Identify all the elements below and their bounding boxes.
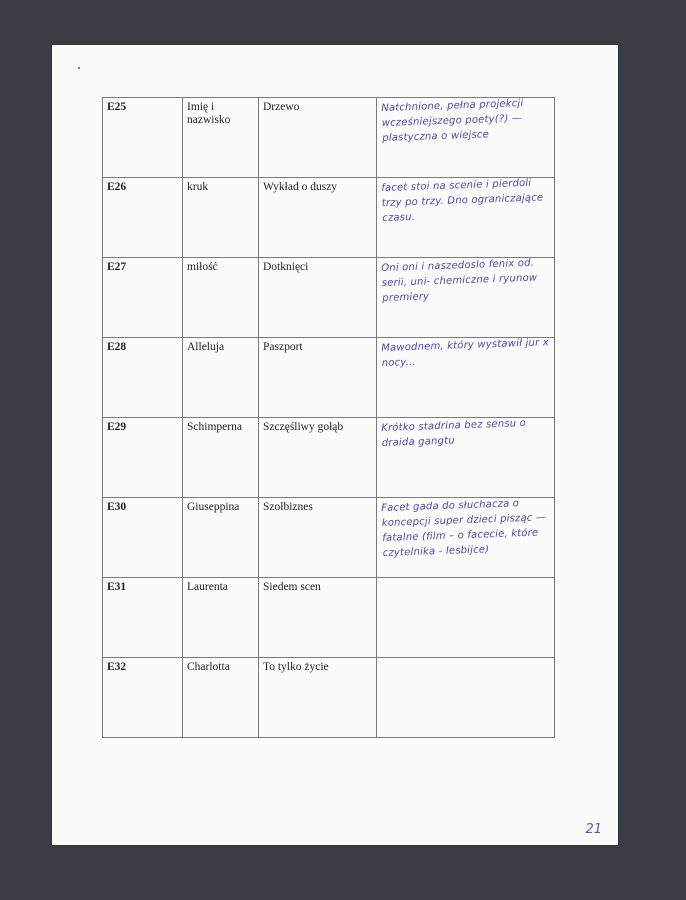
- entry-name-cell: [183, 338, 259, 418]
- handwritten-note: Mawodnem, który wystawił jur x nocy...: [381, 337, 550, 369]
- handwritten-note-cell: [377, 418, 555, 498]
- table-row: [103, 658, 555, 738]
- entry-title: Dotknięci: [263, 261, 309, 273]
- handwritten-note-cell: [377, 98, 555, 178]
- entry-code-cell: [103, 418, 183, 498]
- entry-name-cell: [183, 578, 259, 658]
- entry-code: E26: [107, 181, 127, 193]
- entry-title: Szołbiznes: [263, 501, 313, 513]
- entry-name: Charlotta: [187, 661, 230, 673]
- handwritten-note-cell: [377, 178, 555, 258]
- entry-title-cell: [259, 498, 377, 578]
- entries-table: [102, 97, 555, 738]
- entry-code: E27: [107, 261, 127, 273]
- entry-name: Laurenta: [187, 581, 228, 593]
- table-row: [103, 98, 555, 178]
- entry-name: kruk: [187, 181, 209, 193]
- entry-code-cell: [103, 338, 183, 418]
- handwritten-note-cell: [377, 658, 555, 738]
- handwritten-note-cell: [377, 578, 555, 658]
- entry-code-cell: [103, 578, 183, 658]
- entry-title: To tylko życie: [263, 661, 329, 673]
- entry-name: Schimperna: [187, 421, 242, 433]
- entry-name: Alleluja: [187, 341, 225, 353]
- entry-code: E30: [107, 501, 127, 513]
- table-row: [103, 258, 555, 338]
- speck: [78, 67, 80, 69]
- entry-name-cell: [183, 658, 259, 738]
- entry-code: E31: [107, 581, 127, 593]
- handwritten-note: Facet gada do słuchacza o koncepcji super dzieci pisząc — fatalne (film – o facecie, które czytelnika - lesbijce): [381, 498, 547, 559]
- entry-code-cell: [103, 178, 183, 258]
- handwritten-note-cell: [377, 338, 555, 418]
- entry-name: Imię i nazwisko: [187, 101, 231, 126]
- entry-name-cell: [183, 418, 259, 498]
- handwritten-note-cell: [377, 498, 555, 578]
- table-row: [103, 418, 555, 498]
- entry-title-cell: [259, 258, 377, 338]
- table-row: [103, 338, 555, 418]
- entry-code: E29: [107, 421, 127, 433]
- entry-code-cell: [103, 98, 183, 178]
- table-row: [103, 178, 555, 258]
- entry-title: Paszport: [263, 341, 303, 353]
- page-number: 21: [585, 822, 602, 837]
- entry-code: E32: [107, 661, 127, 673]
- entry-name: Giuseppina: [187, 501, 240, 513]
- document-page: [52, 45, 618, 845]
- entry-name-cell: [183, 98, 259, 178]
- entry-title: Drzewo: [263, 101, 300, 113]
- entry-title: Wykład o duszy: [263, 181, 338, 193]
- entry-name-cell: [183, 178, 259, 258]
- handwritten-note-cell: [377, 258, 555, 338]
- entry-code-cell: [103, 498, 183, 578]
- entry-code: E25: [107, 101, 127, 113]
- entry-title-cell: [259, 178, 377, 258]
- entry-title-cell: [259, 338, 377, 418]
- handwritten-note: Natchnione, pełna projekcji wcześniejszego poety(?) — plastyczna o wiejsce: [381, 98, 524, 144]
- entry-title: Siedem scen: [263, 581, 321, 593]
- entry-code-cell: [103, 258, 183, 338]
- entry-title: Szczęśliwy gołąb: [263, 421, 344, 433]
- entry-title-cell: [259, 578, 377, 658]
- entry-title-cell: [259, 418, 377, 498]
- handwritten-note: Oni oni i naszedoslo fenix od. serii, uni- chemiczne i ryunow premiery: [381, 257, 538, 304]
- entry-name-cell: [183, 258, 259, 338]
- table-row: [103, 578, 555, 658]
- handwritten-note: Krótko stadrina bez sensu o draida gangtu: [381, 417, 527, 449]
- entry-code: E28: [107, 341, 127, 353]
- handwritten-note: facet stoi na scenie i pierdoli trzy po trzy. Dno ograniczające czasu.: [381, 177, 544, 224]
- entry-name: miłość: [187, 261, 218, 273]
- table-row: [103, 498, 555, 578]
- entry-code-cell: [103, 658, 183, 738]
- entry-title-cell: [259, 98, 377, 178]
- entry-name-cell: [183, 498, 259, 578]
- entry-title-cell: [259, 658, 377, 738]
